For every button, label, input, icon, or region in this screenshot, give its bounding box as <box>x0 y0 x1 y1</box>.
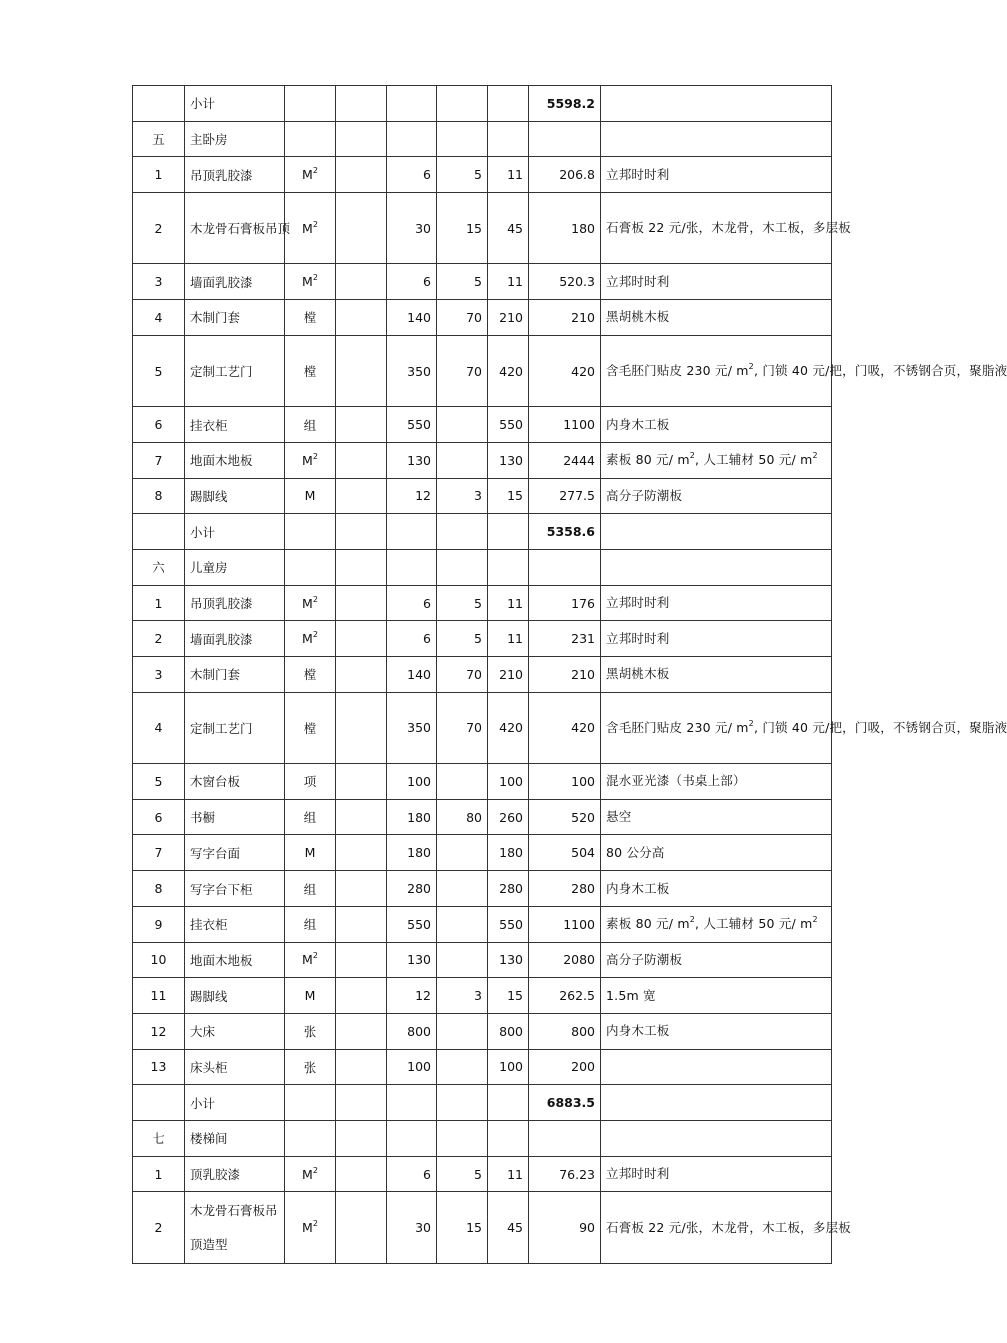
cell-unit: 樘 <box>285 657 336 693</box>
cell-no: 12 <box>133 1013 185 1049</box>
cell-col3 <box>336 871 387 907</box>
cell-col3 <box>336 835 387 871</box>
cell-col4: 180 <box>387 835 437 871</box>
cell-item-name: 木制门套 <box>185 657 285 693</box>
cell-col4: 550 <box>387 407 437 443</box>
cell-total: 520 <box>529 799 601 835</box>
cell-total: 90 <box>529 1192 601 1263</box>
cell-col5: 70 <box>437 692 488 763</box>
cell-note <box>601 1049 832 1085</box>
cell-col5 <box>437 764 488 800</box>
cell-note: 立邦时时利 <box>601 157 832 193</box>
cell-col3 <box>336 764 387 800</box>
cell-note: 立邦时时利 <box>601 621 832 657</box>
cell-item-name: 踢脚线 <box>185 478 285 514</box>
cell-col4: 6 <box>387 621 437 657</box>
cell-unit: 张 <box>285 1013 336 1049</box>
cell-total: 2444 <box>529 442 601 478</box>
cell-unit: 樘 <box>285 692 336 763</box>
cell-col6: 15 <box>488 478 529 514</box>
cell-no: 11 <box>133 978 185 1014</box>
table-row <box>133 835 832 871</box>
cell-total <box>529 549 601 585</box>
cell-item-name: 挂衣柜 <box>185 906 285 942</box>
cell-total: 800 <box>529 1013 601 1049</box>
table-row <box>133 692 832 763</box>
table-row <box>133 193 832 264</box>
cell-no: 2 <box>133 1192 185 1263</box>
cell-unit: M <box>285 478 336 514</box>
cell-col6: 420 <box>488 335 529 406</box>
table-row <box>133 264 832 300</box>
cell-col6: 180 <box>488 835 529 871</box>
table-row <box>133 407 832 443</box>
cell-unit: 组 <box>285 407 336 443</box>
cell-col3 <box>336 799 387 835</box>
cell-col4 <box>387 1085 437 1121</box>
cell-note: 80 公分高 <box>601 835 832 871</box>
cell-col6: 100 <box>488 1049 529 1085</box>
cell-unit: $M^2$ <box>285 442 336 478</box>
cell-item-name: 儿童房 <box>185 549 285 585</box>
cell-note: 含毛胚门贴皮 230 元/ $m^2$, 门锁 40 元/把，门吸，不锈钢合页，聚脂液 <box>601 692 832 763</box>
table-row <box>133 300 832 336</box>
cell-total: 206.8 <box>529 157 601 193</box>
cell-total <box>529 1120 601 1156</box>
cell-col6: 11 <box>488 621 529 657</box>
cell-col3 <box>336 906 387 942</box>
cell-note: 石膏板 22 元/张，木龙骨，木工板，多层板 <box>601 193 832 264</box>
cell-unit: $M^2$ <box>285 157 336 193</box>
cell-col4 <box>387 1120 437 1156</box>
cell-col5 <box>437 442 488 478</box>
cell-note: 素板 80 元/ $m^2$, 人工辅材 50 元/ $m^2$ <box>601 442 832 478</box>
cell-note: 内身木工板 <box>601 871 832 907</box>
cell-col3 <box>336 264 387 300</box>
cell-item-name: 木窗台板 <box>185 764 285 800</box>
cell-col4 <box>387 549 437 585</box>
quotation-table <box>132 85 1007 1264</box>
table-row <box>133 764 832 800</box>
cell-col6: 280 <box>488 871 529 907</box>
cell-total: 231 <box>529 621 601 657</box>
cell-col4: 6 <box>387 585 437 621</box>
cell-col3 <box>336 692 387 763</box>
cell-note <box>601 121 832 157</box>
cell-col3 <box>336 407 387 443</box>
cell-note <box>601 549 832 585</box>
cell-col4: 30 <box>387 193 437 264</box>
cell-col6: 45 <box>488 193 529 264</box>
cell-col4: 180 <box>387 799 437 835</box>
cell-item-name: 定制工艺门 <box>185 692 285 763</box>
cell-total: 262.5 <box>529 978 601 1014</box>
cell-total: 277.5 <box>529 478 601 514</box>
cell-col5: 5 <box>437 1156 488 1192</box>
cell-col3 <box>336 442 387 478</box>
cell-col4: 130 <box>387 942 437 978</box>
cell-col6: 800 <box>488 1013 529 1049</box>
cell-col5: 15 <box>437 1192 488 1263</box>
cell-col6: 11 <box>488 157 529 193</box>
cell-item-name: 踢脚线 <box>185 978 285 1014</box>
cell-col4: 100 <box>387 1049 437 1085</box>
cell-item-name: 床头柜 <box>185 1049 285 1085</box>
cell-col6: 11 <box>488 264 529 300</box>
cell-col3 <box>336 1156 387 1192</box>
cell-total: 210 <box>529 657 601 693</box>
cell-col5 <box>437 407 488 443</box>
cell-total <box>529 121 601 157</box>
cell-no: 3 <box>133 264 185 300</box>
cell-note: 内身木工板 <box>601 1013 832 1049</box>
cell-col6: 15 <box>488 978 529 1014</box>
cell-unit <box>285 549 336 585</box>
cell-note: 立邦时时利 <box>601 264 832 300</box>
cell-col3 <box>336 978 387 1014</box>
table-row <box>133 978 832 1014</box>
table-row <box>133 799 832 835</box>
cell-col6: 210 <box>488 657 529 693</box>
cell-col3 <box>336 193 387 264</box>
cell-col4 <box>387 86 437 122</box>
cell-unit: 张 <box>285 1049 336 1085</box>
cell-total: 100 <box>529 764 601 800</box>
cell-col4 <box>387 514 437 550</box>
cell-unit: M <box>285 978 336 1014</box>
cell-col3 <box>336 657 387 693</box>
cell-no: 1 <box>133 585 185 621</box>
table-row <box>133 657 832 693</box>
cell-unit: 项 <box>285 764 336 800</box>
cell-col3 <box>336 86 387 122</box>
cell-item-name: 顶乳胶漆 <box>185 1156 285 1192</box>
cell-note: 悬空 <box>601 799 832 835</box>
cell-col4 <box>387 121 437 157</box>
cell-unit: 樘 <box>285 335 336 406</box>
cell-no: 3 <box>133 657 185 693</box>
cell-col6: 210 <box>488 300 529 336</box>
cell-item-name: 地面木地板 <box>185 442 285 478</box>
cell-col5: 3 <box>437 978 488 1014</box>
cell-col3 <box>336 1192 387 1263</box>
cell-no: 五 <box>133 121 185 157</box>
cell-col3 <box>336 1049 387 1085</box>
cell-col5: 15 <box>437 193 488 264</box>
cell-no: 7 <box>133 835 185 871</box>
cell-col5: 70 <box>437 657 488 693</box>
cell-unit: $M^2$ <box>285 942 336 978</box>
cell-no: 2 <box>133 621 185 657</box>
cell-item-name: 写字台面 <box>185 835 285 871</box>
cell-col5 <box>437 86 488 122</box>
cell-col5: 80 <box>437 799 488 835</box>
table-row <box>133 514 832 550</box>
cell-total: 200 <box>529 1049 601 1085</box>
cell-col4: 800 <box>387 1013 437 1049</box>
cell-unit: 组 <box>285 871 336 907</box>
cell-no: 4 <box>133 300 185 336</box>
cell-total: 504 <box>529 835 601 871</box>
cell-no: 13 <box>133 1049 185 1085</box>
cell-item-name: 书橱 <box>185 799 285 835</box>
table-row <box>133 1085 832 1121</box>
table-row <box>133 442 832 478</box>
cell-col5 <box>437 121 488 157</box>
table-row <box>133 478 832 514</box>
cell-item-name: 大床 <box>185 1013 285 1049</box>
cell-note: 立邦时时利 <box>601 585 832 621</box>
table-row <box>133 585 832 621</box>
cell-col6 <box>488 514 529 550</box>
table-row <box>133 157 832 193</box>
cell-col3 <box>336 300 387 336</box>
cell-note: 素板 80 元/ $m^2$, 人工辅材 50 元/ $m^2$ <box>601 906 832 942</box>
cell-col4: 350 <box>387 692 437 763</box>
cell-col5 <box>437 549 488 585</box>
cell-total: 210 <box>529 300 601 336</box>
cell-total: 420 <box>529 335 601 406</box>
cell-col5 <box>437 835 488 871</box>
cell-total: 1100 <box>529 407 601 443</box>
cell-unit: 组 <box>285 799 336 835</box>
cell-unit: $M^2$ <box>285 621 336 657</box>
cell-col6: 550 <box>488 906 529 942</box>
cell-total: 520.3 <box>529 264 601 300</box>
cell-unit: M <box>285 835 336 871</box>
cell-col3 <box>336 549 387 585</box>
cell-col3 <box>336 335 387 406</box>
cell-col4: 30 <box>387 1192 437 1263</box>
cell-col3 <box>336 478 387 514</box>
table-row <box>133 942 832 978</box>
cell-col6 <box>488 1085 529 1121</box>
cell-total: 1100 <box>529 906 601 942</box>
cell-col6: 130 <box>488 942 529 978</box>
cell-note <box>601 1085 832 1121</box>
cell-col5 <box>437 1120 488 1156</box>
cell-total: 5358.6 <box>529 514 601 550</box>
cell-col5 <box>437 514 488 550</box>
cell-unit <box>285 1120 336 1156</box>
cell-unit <box>285 514 336 550</box>
cell-no: 1 <box>133 157 185 193</box>
cell-no: 8 <box>133 871 185 907</box>
cell-col3 <box>336 121 387 157</box>
cell-total: 420 <box>529 692 601 763</box>
cell-note: 高分子防潮板 <box>601 942 832 978</box>
cell-note: 立邦时时利 <box>601 1156 832 1192</box>
cell-total: 2080 <box>529 942 601 978</box>
cell-note: 石膏板 22 元/张，木龙骨，木工板，多层板 <box>601 1192 832 1263</box>
cell-note: 黑胡桃木板 <box>601 657 832 693</box>
cell-no <box>133 1085 185 1121</box>
cell-col3 <box>336 621 387 657</box>
cell-unit: 樘 <box>285 300 336 336</box>
cell-no: 8 <box>133 478 185 514</box>
cell-no: 7 <box>133 442 185 478</box>
cell-no: 6 <box>133 799 185 835</box>
cell-col5: 70 <box>437 300 488 336</box>
cell-col3 <box>336 585 387 621</box>
cell-col5: 3 <box>437 478 488 514</box>
cell-col4: 350 <box>387 335 437 406</box>
cell-col4: 12 <box>387 978 437 1014</box>
cell-col5: 5 <box>437 157 488 193</box>
cell-item-name: 墙面乳胶漆 <box>185 621 285 657</box>
cell-note <box>601 86 832 122</box>
cell-unit <box>285 86 336 122</box>
cell-col6: 420 <box>488 692 529 763</box>
table-row <box>133 871 832 907</box>
cell-total: 176 <box>529 585 601 621</box>
cell-col4: 6 <box>387 264 437 300</box>
cell-item-name: 墙面乳胶漆 <box>185 264 285 300</box>
cell-no: 1 <box>133 1156 185 1192</box>
cell-col6: 11 <box>488 585 529 621</box>
cell-col6 <box>488 1120 529 1156</box>
cell-unit: $M^2$ <box>285 264 336 300</box>
cell-item-name: 楼梯间 <box>185 1120 285 1156</box>
cell-total: 180 <box>529 193 601 264</box>
cell-item-name: 小计 <box>185 1085 285 1121</box>
cell-item-name: 吊顶乳胶漆 <box>185 157 285 193</box>
cell-col4: 130 <box>387 442 437 478</box>
cell-item-name: 小计 <box>185 514 285 550</box>
cell-note: 内身木工板 <box>601 407 832 443</box>
cell-col5 <box>437 906 488 942</box>
cell-no: 六 <box>133 549 185 585</box>
cell-col3 <box>336 1085 387 1121</box>
cell-col6: 550 <box>488 407 529 443</box>
cell-col5 <box>437 942 488 978</box>
cell-note: 高分子防潮板 <box>601 478 832 514</box>
cell-no: 2 <box>133 193 185 264</box>
cell-item-name: 小计 <box>185 86 285 122</box>
cell-total: 6883.5 <box>529 1085 601 1121</box>
table-row <box>133 1156 832 1192</box>
cell-col6 <box>488 549 529 585</box>
cell-col6: 100 <box>488 764 529 800</box>
cell-item-name: 木龙骨石膏板吊顶造型 <box>185 1192 285 1263</box>
cell-col4: 280 <box>387 871 437 907</box>
cell-item-name: 吊顶乳胶漆 <box>185 585 285 621</box>
cell-note: 1.5m 宽 <box>601 978 832 1014</box>
cell-item-name: 定制工艺门 <box>185 335 285 406</box>
table-row <box>133 1192 832 1263</box>
cell-col4: 12 <box>387 478 437 514</box>
cell-col3 <box>336 157 387 193</box>
cell-col3 <box>336 1120 387 1156</box>
cell-unit <box>285 1085 336 1121</box>
cell-note: 黑胡桃木板 <box>601 300 832 336</box>
cell-col6 <box>488 86 529 122</box>
cell-unit: $M^2$ <box>285 1156 336 1192</box>
table-row <box>133 621 832 657</box>
cell-note: 含毛胚门贴皮 230 元/ $m^2$, 门锁 40 元/把，门吸，不锈钢合页，聚脂液 <box>601 335 832 406</box>
cell-no: 5 <box>133 335 185 406</box>
cell-total: 76.23 <box>529 1156 601 1192</box>
cell-unit <box>285 121 336 157</box>
cell-col5 <box>437 1049 488 1085</box>
cell-col5 <box>437 1085 488 1121</box>
cell-total: 5598.2 <box>529 86 601 122</box>
cell-no: 七 <box>133 1120 185 1156</box>
cell-col6: 260 <box>488 799 529 835</box>
cell-no: 6 <box>133 407 185 443</box>
table-row <box>133 1013 832 1049</box>
cell-col5: 5 <box>437 621 488 657</box>
cell-item-name: 挂衣柜 <box>185 407 285 443</box>
cell-item-name: 写字台下柜 <box>185 871 285 907</box>
cell-item-name: 木制门套 <box>185 300 285 336</box>
cell-note: 混水亚光漆（书桌上部） <box>601 764 832 800</box>
cell-col6: 130 <box>488 442 529 478</box>
table-row <box>133 906 832 942</box>
cell-col4: 100 <box>387 764 437 800</box>
cell-unit: $M^2$ <box>285 585 336 621</box>
table-row <box>133 1120 832 1156</box>
table-row <box>133 86 832 122</box>
cell-note <box>601 1120 832 1156</box>
cell-col5 <box>437 871 488 907</box>
cell-unit: $M^2$ <box>285 1192 336 1263</box>
cell-unit: $M^2$ <box>285 193 336 264</box>
cell-col4: 140 <box>387 657 437 693</box>
cell-col6 <box>488 121 529 157</box>
cell-note <box>601 514 832 550</box>
cell-total: 280 <box>529 871 601 907</box>
cell-col5: 70 <box>437 335 488 406</box>
cell-col6: 11 <box>488 1156 529 1192</box>
cell-col3 <box>336 514 387 550</box>
cell-no: 9 <box>133 906 185 942</box>
cell-col3 <box>336 942 387 978</box>
cell-col6: 45 <box>488 1192 529 1263</box>
cell-item-name: 地面木地板 <box>185 942 285 978</box>
table-row <box>133 1049 832 1085</box>
cell-col5: 5 <box>437 264 488 300</box>
cell-col4: 550 <box>387 906 437 942</box>
cell-col4: 6 <box>387 1156 437 1192</box>
cell-col4: 6 <box>387 157 437 193</box>
table-row <box>133 335 832 406</box>
cell-no: 10 <box>133 942 185 978</box>
cell-col4: 140 <box>387 300 437 336</box>
cell-no <box>133 514 185 550</box>
cell-no: 4 <box>133 692 185 763</box>
cell-item-name: 木龙骨石膏板吊顶 <box>185 193 285 264</box>
cell-col5: 5 <box>437 585 488 621</box>
cell-unit: 组 <box>285 906 336 942</box>
table-row <box>133 121 832 157</box>
cell-no <box>133 86 185 122</box>
table-row <box>133 549 832 585</box>
cell-col3 <box>336 1013 387 1049</box>
cell-item-name: 主卧房 <box>185 121 285 157</box>
cell-col5 <box>437 1013 488 1049</box>
cell-no: 5 <box>133 764 185 800</box>
